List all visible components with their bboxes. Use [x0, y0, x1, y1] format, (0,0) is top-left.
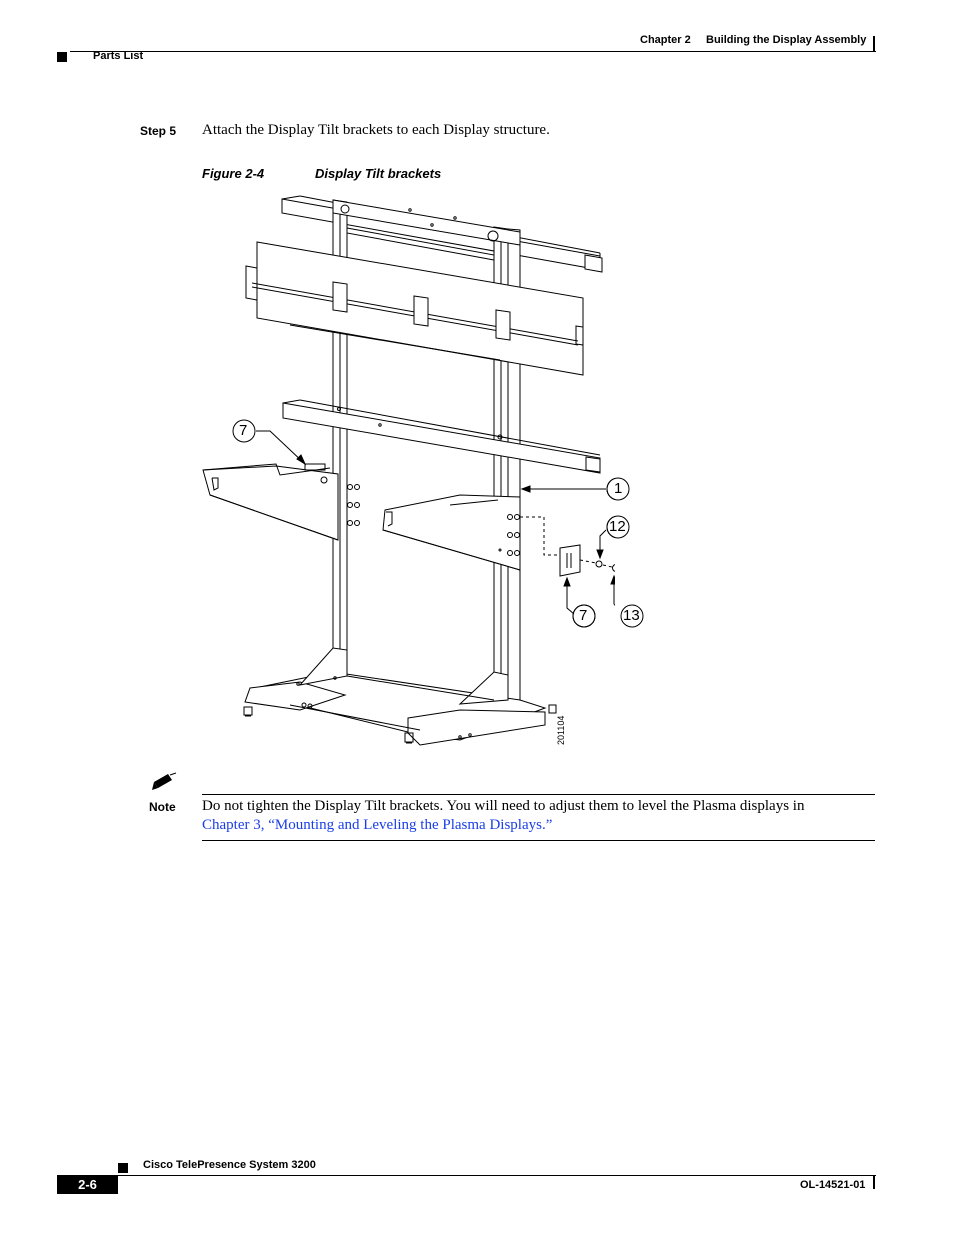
figure-title: Display Tilt brackets: [315, 166, 442, 181]
callout-12: 12: [609, 518, 626, 535]
callout-7-top: 7: [239, 422, 248, 439]
header-right-bar: [873, 36, 875, 51]
callout-circles-right: [560, 470, 650, 635]
note-text: Do not tighten the Display Tilt brackets. You will need to adjust them to level the Plasma displays in: [202, 798, 805, 814]
art-id: 201104: [556, 715, 566, 745]
header-left-block: [57, 52, 67, 62]
footer-left-block: [118, 1163, 128, 1173]
step-text: Attach the Display Tilt brackets to each Display structure.: [202, 122, 550, 138]
callout-7-bottom: 7: [579, 607, 588, 624]
footer-page-number: 2-6: [78, 1177, 97, 1192]
note-bottom-rule: [202, 840, 875, 841]
header-chapter-title: Building the Display Assembly: [706, 34, 867, 46]
note-body: [202, 797, 875, 835]
footer-right-bar: [873, 1175, 875, 1189]
callout-1: 1: [614, 480, 623, 497]
note-chapter-link[interactable]: Chapter 3, “Mounting and Leveling the Plasma Displays.”: [202, 817, 553, 833]
footer-page-box: [57, 1175, 118, 1194]
note-pencil-icon: [150, 772, 178, 792]
note-top-rule: [202, 794, 875, 795]
display-tilt-brackets-figure: [195, 190, 615, 755]
figure-number: Figure 2-4: [202, 166, 265, 181]
left-tilt-bracket: [203, 464, 338, 540]
left-upright-holes: [348, 485, 360, 526]
step-label: Step 5: [140, 124, 177, 138]
right-tilt-bracket: [383, 495, 520, 570]
header-rule: [70, 51, 876, 52]
callout-13: 13: [623, 607, 640, 624]
display-mount-plate: [246, 242, 583, 375]
footer-product: Cisco TelePresence System 3200: [143, 1159, 316, 1171]
lower-crossbar: [283, 400, 600, 473]
header-section: Parts List: [93, 50, 144, 62]
footer-rule: [70, 1175, 876, 1176]
note-label: Note: [149, 800, 176, 814]
header-chapter: Chapter 2: [640, 34, 691, 46]
footer-doc-id: OL-14521-01: [800, 1179, 866, 1191]
